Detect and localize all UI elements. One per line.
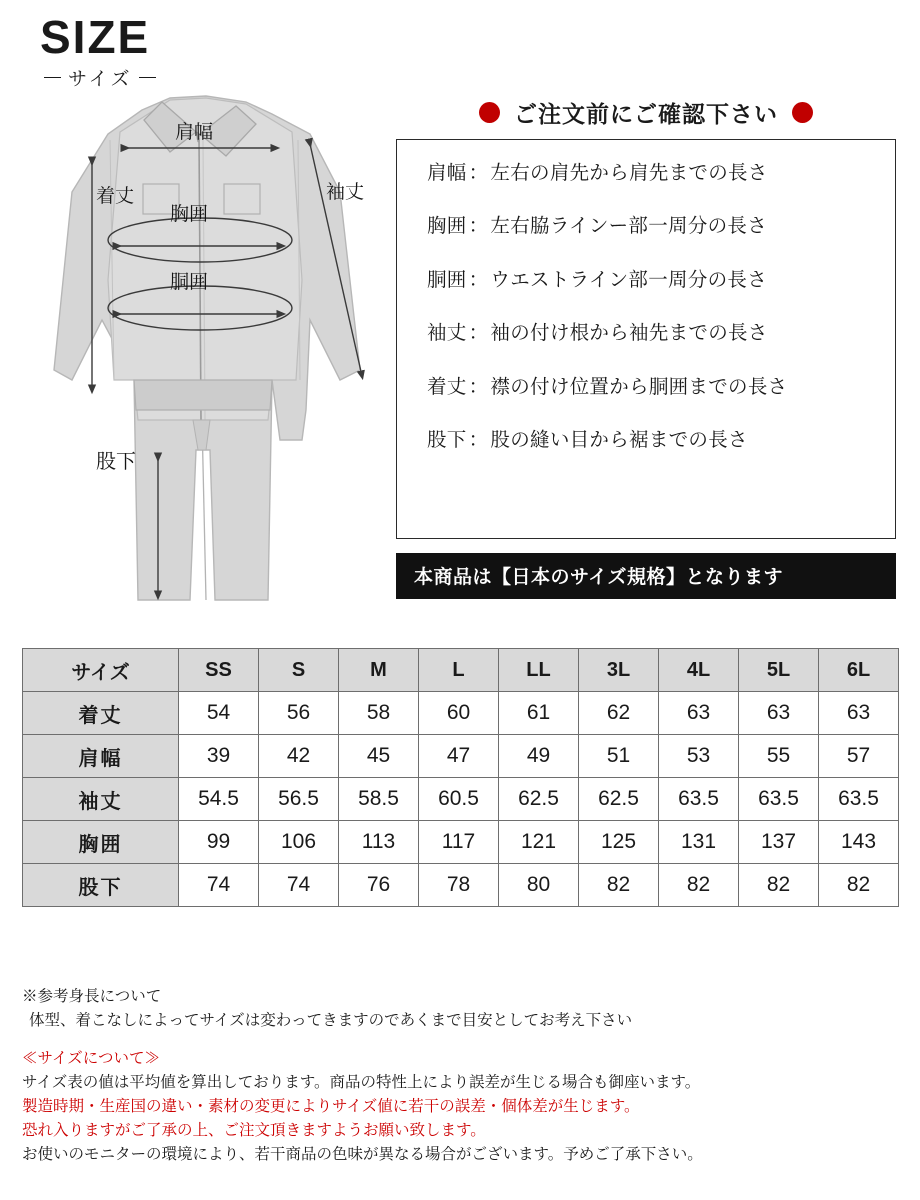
column-header: LL [499, 649, 579, 692]
table-cell: 74 [259, 864, 339, 907]
table-cell: 143 [819, 821, 899, 864]
illustration-label-length: 着丈 [96, 186, 135, 207]
table-row [23, 778, 899, 821]
definition-term: 胴囲 [427, 268, 467, 291]
table-cell: 56.5 [259, 778, 339, 821]
definition-description: 左右脇ラインー部一周分の長さ [490, 215, 768, 238]
definition-colon: ： [468, 322, 489, 345]
list-item [427, 269, 865, 292]
table-cell: 63.5 [819, 778, 899, 821]
table-cell: 131 [659, 821, 739, 864]
page-subtitle-text: サイズ [68, 69, 133, 90]
order-notice-heading-text: ご注文前にご確認下さい [514, 101, 778, 127]
footnote-line: 製造時期・生産国の違い・素材の変更によりサイズ値に若干の誤差・個体差が生じます。 [22, 1098, 640, 1116]
table-cell: 53 [659, 735, 739, 778]
table-cell: 55 [739, 735, 819, 778]
column-header: 6L [819, 649, 899, 692]
table-cell: 82 [579, 864, 659, 907]
row-header: 袖丈 [23, 778, 179, 821]
definition-colon: ： [468, 215, 489, 238]
japan-size-standard-banner: 本商品は【日本のサイズ規格】となります [396, 553, 896, 599]
table-cell: 39 [179, 735, 259, 778]
row-header: 着丈 [23, 692, 179, 735]
table-cell: 58 [339, 692, 419, 735]
table-cell: 137 [739, 821, 819, 864]
table-cell: 99 [179, 821, 259, 864]
column-header: L [419, 649, 499, 692]
definition-colon: ： [468, 268, 489, 291]
definition-description: 左右の肩先から肩先までの長さ [490, 162, 768, 184]
table-cell: 42 [259, 735, 339, 778]
illustration-label-inseam: 股下 [96, 451, 136, 473]
table-cell: 56 [259, 692, 339, 735]
footnote-line: ※参考身長について [22, 988, 162, 1005]
table-cell: 47 [419, 735, 499, 778]
table-cell: 45 [339, 735, 419, 778]
table-row [23, 692, 899, 735]
table-cell: 117 [419, 821, 499, 864]
definition-colon: ： [468, 428, 489, 451]
column-header: 4L [659, 649, 739, 692]
footnote-block-size [22, 1047, 902, 1167]
dash-right-icon [139, 77, 156, 78]
table-cell: 63.5 [739, 778, 819, 821]
table-cell: 60.5 [419, 778, 499, 821]
table-cell: 80 [499, 864, 579, 907]
table-cell: 49 [499, 735, 579, 778]
table-cell: 82 [819, 864, 899, 907]
table-cell: 62.5 [499, 778, 579, 821]
table-cell: 106 [259, 821, 339, 864]
table-cell: 63.5 [659, 778, 739, 821]
illustration-label-chest: 胸囲 [170, 204, 209, 225]
footnote-line: 恐れ入りますがご了承の上、ご注文頂きますようお願い致します。 [22, 1122, 486, 1140]
table-cell: 62.5 [579, 778, 659, 821]
column-header: M [339, 649, 419, 692]
table-cell: 121 [499, 821, 579, 864]
table-cell: 76 [339, 864, 419, 907]
list-item [427, 376, 865, 399]
table-cell: 63 [819, 692, 899, 735]
list-item [427, 162, 865, 185]
row-header: 肩幅 [23, 735, 179, 778]
column-header: S [259, 649, 339, 692]
table-cell: 57 [819, 735, 899, 778]
table-cell: 78 [419, 864, 499, 907]
definition-description: 襟の付け位置から胴囲までの長さ [490, 375, 788, 398]
table-cell: 63 [659, 692, 739, 735]
order-notice-panel [396, 96, 896, 599]
bullet-dot-right-icon [792, 102, 813, 123]
column-header: 5L [739, 649, 819, 692]
order-notice-heading [396, 96, 896, 129]
definition-description: 股の縫い目から裾までの長さ [490, 428, 748, 451]
table-cell: 82 [739, 864, 819, 907]
table-cell: 74 [179, 864, 259, 907]
illustration-label-shoulder: 肩幅 [175, 122, 214, 143]
list-item [427, 429, 865, 452]
column-header: サイズ [23, 649, 179, 692]
footnote-line: サイズ表の値は平均値を算出しております。商品の特性上により誤差が生じる場合も御座います。 [22, 1074, 701, 1092]
definition-term: 着丈 [427, 375, 467, 398]
definition-description: 袖の付け根から袖先までの長さ [490, 322, 768, 345]
table-cell: 51 [579, 735, 659, 778]
list-item [427, 322, 865, 345]
illustration-label-waist: 胴囲 [170, 272, 209, 293]
dash-left-icon [44, 77, 61, 78]
footnote-line: 体型、着こなしによってサイズは変わってきますのであくまで目安としてお考え下さい [29, 1012, 633, 1030]
table-row [23, 821, 899, 864]
coverall-measurement-illustration [10, 80, 400, 620]
footnote-line: お使いのモニターの環境により、若干商品の色味が異なる場合がございます。予めご了承下さい。 [22, 1146, 703, 1164]
bullet-dot-left-icon [479, 102, 500, 123]
definition-term: 胸囲 [427, 215, 467, 238]
list-item [427, 215, 865, 238]
row-header: 股下 [23, 864, 179, 907]
table-cell: 63 [739, 692, 819, 735]
table-cell: 62 [579, 692, 659, 735]
table-cell: 125 [579, 821, 659, 864]
table-row [23, 864, 899, 907]
table-header-row [23, 649, 899, 692]
table-cell: 113 [339, 821, 419, 864]
footnote-heading: ≪サイズについて≫ [22, 1050, 160, 1068]
table-cell: 60 [419, 692, 499, 735]
table-cell: 82 [659, 864, 739, 907]
size-chart-table [22, 648, 899, 907]
table-cell: 61 [499, 692, 579, 735]
measurement-definition-list [396, 139, 896, 539]
definition-term: 股下 [427, 428, 467, 451]
definition-colon: ： [468, 162, 489, 184]
footnotes [22, 985, 902, 1181]
table-cell: 54.5 [179, 778, 259, 821]
column-header: 3L [579, 649, 659, 692]
definition-term: 肩幅 [427, 162, 467, 184]
row-header: 胸囲 [23, 821, 179, 864]
definition-term: 袖丈 [427, 322, 467, 345]
illustration-label-sleeve: 袖丈 [326, 182, 365, 203]
column-header: SS [179, 649, 259, 692]
table-row [23, 735, 899, 778]
table-cell: 54 [179, 692, 259, 735]
footnote-block-height [22, 985, 902, 1033]
table-cell: 58.5 [339, 778, 419, 821]
page-title: SIZE [40, 11, 151, 63]
definition-colon: ： [468, 375, 489, 398]
definition-description: ウエストライン部一周分の長さ [490, 268, 768, 291]
